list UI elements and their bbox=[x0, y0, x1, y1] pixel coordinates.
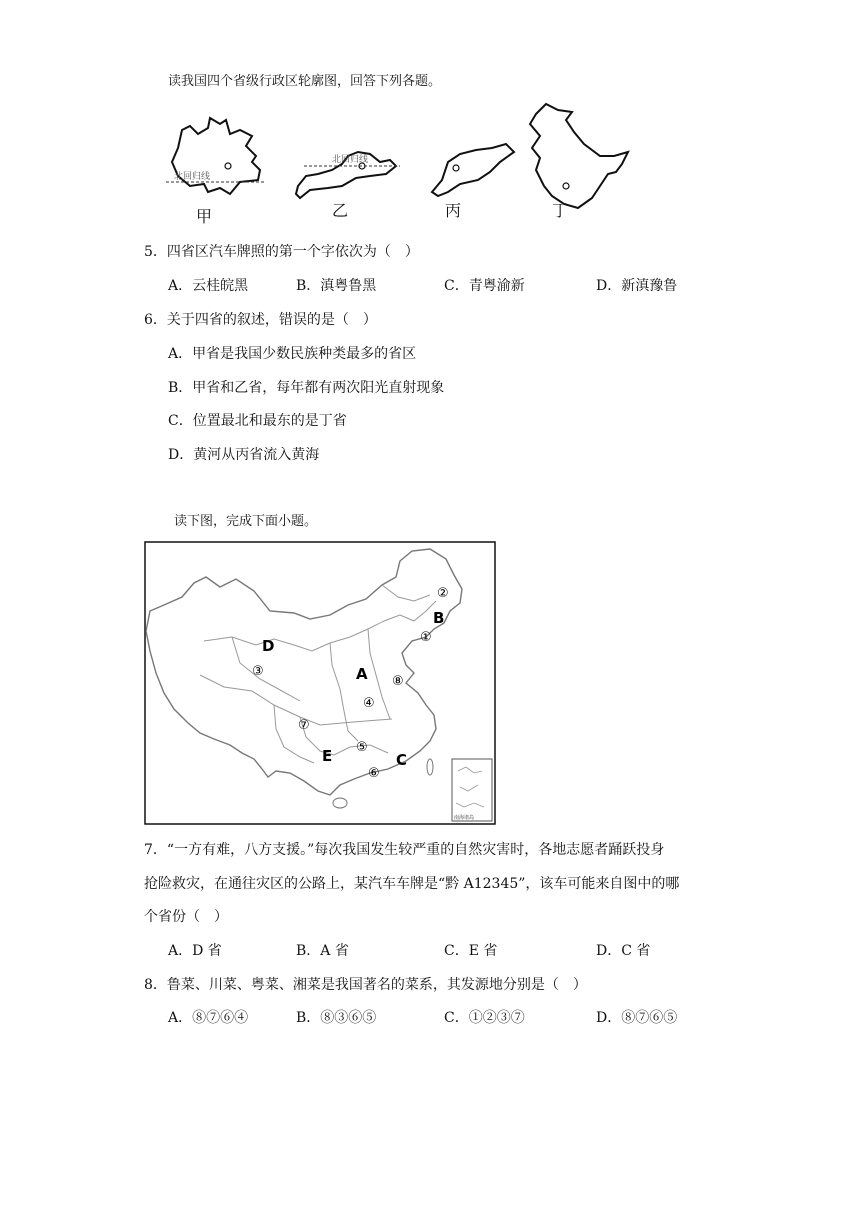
map-number-6: ⑥ bbox=[368, 766, 380, 781]
q7-stem-line3: 个省份（ ） bbox=[144, 909, 228, 925]
q7-stem-line2: 抢险救灾，在通往灾区的公路上，某汽车车牌是“黔 A12345”，该车可能来自图中的哪 bbox=[144, 876, 680, 892]
q7-option-a[interactable]: A．D 省 bbox=[168, 943, 222, 959]
map-number-2: ② bbox=[437, 586, 449, 601]
map-number-4: ④ bbox=[363, 696, 375, 711]
map-letter-e: E bbox=[322, 747, 333, 765]
map-letter-b: B bbox=[433, 609, 445, 627]
q7-option-b[interactable]: B．A 省 bbox=[296, 943, 349, 959]
q8-option-d[interactable]: D．⑧⑦⑥⑤ bbox=[596, 1010, 678, 1026]
q6-option-c[interactable]: C．位置最北和最东的是丁省 bbox=[168, 413, 347, 429]
map-letter-d: D bbox=[262, 637, 275, 655]
q8-option-b[interactable]: B．⑧③⑥⑤ bbox=[296, 1010, 377, 1026]
q6-option-a[interactable]: A．甲省是我国少数民族种类最多的省区 bbox=[168, 346, 417, 362]
q8-option-c[interactable]: C．①②③⑦ bbox=[444, 1010, 525, 1026]
q8-option-a[interactable]: A．⑧⑦⑥④ bbox=[168, 1010, 249, 1026]
q7-stem-line1: 7．“一方有难，八方支援。”每次我国发生较严重的自然灾害时，各地志愿者踊跃投身 bbox=[144, 842, 665, 858]
tropic-label-yi: 北回归线 bbox=[332, 155, 369, 165]
shape-label-ding: 丁 bbox=[552, 201, 569, 220]
tropic-label-jia: 北回归线 bbox=[174, 172, 211, 182]
section2-intro: 读下图，完成下面小题。 bbox=[174, 514, 318, 529]
inset-label: 南海诸岛 bbox=[454, 815, 475, 821]
q6-stem: 6．关于四省的叙述，错误的是（ ） bbox=[144, 312, 377, 328]
map-number-8: ⑧ bbox=[392, 674, 404, 689]
map-number-1: ① bbox=[420, 630, 432, 645]
q7-option-c[interactable]: C．E 省 bbox=[444, 943, 498, 959]
q7-option-d[interactable]: D．C 省 bbox=[596, 943, 651, 959]
shape-ding bbox=[530, 104, 628, 208]
map-letter-c: C bbox=[396, 751, 408, 769]
section1-intro: 读我国四个省级行政区轮廓图，回答下列各题。 bbox=[168, 74, 442, 89]
q6-option-b[interactable]: B．甲省和乙省，每年都有两次阳光直射现象 bbox=[168, 380, 445, 396]
q5-option-a[interactable]: A．云桂皖黑 bbox=[168, 278, 249, 294]
q5-option-d[interactable]: D．新滇豫鲁 bbox=[596, 278, 678, 294]
province-outline-figure bbox=[160, 100, 640, 230]
shape-label-bing: 丙 bbox=[445, 201, 462, 220]
shape-label-yi: 乙 bbox=[332, 201, 349, 220]
q5-stem: 5．四省区汽车牌照的第一个字依次为（ ） bbox=[144, 244, 419, 260]
q5-option-c[interactable]: C．青粤渝新 bbox=[444, 278, 525, 294]
map-number-3: ③ bbox=[252, 664, 264, 679]
q8-stem: 8．鲁菜、川菜、粤菜、湘菜是我国著名的菜系，其发源地分别是（ ） bbox=[144, 977, 587, 993]
q6-option-d[interactable]: D．黄河从丙省流入黄海 bbox=[168, 447, 320, 463]
china-province-map bbox=[144, 541, 496, 825]
map-number-7: ⑦ bbox=[298, 718, 310, 733]
map-number-5: ⑤ bbox=[356, 740, 368, 755]
shape-bing bbox=[432, 144, 514, 196]
q5-option-b[interactable]: B．滇粤鲁黑 bbox=[296, 278, 377, 294]
shape-label-jia: 甲 bbox=[196, 207, 213, 226]
map-letter-a: A bbox=[356, 665, 368, 683]
shape-jia bbox=[172, 118, 260, 194]
